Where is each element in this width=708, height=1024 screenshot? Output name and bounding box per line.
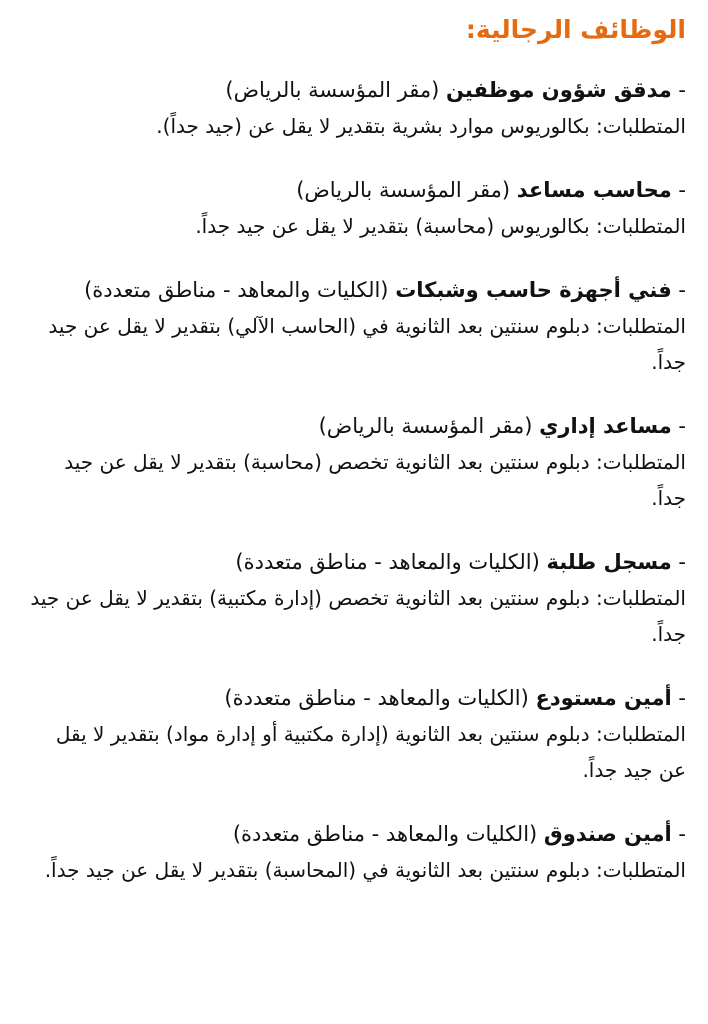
- list-dash: -: [678, 550, 686, 574]
- job-title: فني أجهزة حاسب وشبكات: [395, 278, 672, 302]
- requirements-label: المتطلبات:: [596, 314, 686, 338]
- list-dash: -: [678, 686, 686, 710]
- job-requirements: [28, 308, 686, 380]
- job-requirements: [28, 208, 686, 244]
- list-dash: -: [678, 822, 686, 846]
- job-requirements: [28, 444, 686, 516]
- job-title: مدقق شؤون موظفين: [445, 78, 672, 102]
- job-title-line: [28, 544, 686, 580]
- list-dash: -: [678, 178, 686, 202]
- requirements-label: المتطلبات:: [596, 858, 686, 882]
- requirements-label: المتطلبات:: [596, 586, 686, 610]
- requirements-text: دبلوم سنتين بعد الثانوية تخصص (محاسبة) بتقدير لا يقل عن جيد جداً.: [64, 450, 686, 510]
- job-location: (الكليات والمعاهد - مناطق متعددة): [232, 822, 538, 846]
- job-title-line: [28, 272, 686, 308]
- page-heading: الوظائف الرجالية:: [465, 15, 686, 44]
- job-item: [28, 72, 686, 144]
- requirements-text: بكالوريوس موارد بشرية بتقدير لا يقل عن (جيد جداً).: [156, 114, 590, 138]
- job-item: [28, 544, 686, 652]
- job-item: [28, 272, 686, 380]
- job-item: [28, 408, 686, 516]
- job-title: أمين مستودع: [535, 686, 672, 710]
- job-item: [28, 816, 686, 888]
- list-dash: -: [678, 414, 686, 438]
- job-requirements: [28, 108, 686, 144]
- job-location: (مقر المؤسسة بالرياض): [296, 178, 511, 202]
- job-requirements: [28, 852, 686, 888]
- job-title-line: [28, 816, 686, 852]
- job-title: أمين صندوق: [543, 822, 672, 846]
- job-title-line: [28, 680, 686, 716]
- job-title: مساعد إداري: [539, 414, 672, 438]
- job-location: (الكليات والمعاهد - مناطق متعددة): [84, 278, 389, 302]
- job-location: (مقر المؤسسة بالرياض): [318, 414, 533, 438]
- job-location: (الكليات والمعاهد - مناطق متعددة): [224, 686, 529, 710]
- list-dash: -: [678, 278, 686, 302]
- job-requirements: [28, 716, 686, 788]
- job-title: مسجل طلبة: [546, 550, 672, 574]
- requirements-text: بكالوريوس (محاسبة) بتقدير لا يقل عن جيد جداً.: [195, 214, 590, 238]
- requirements-label: المتطلبات:: [596, 114, 686, 138]
- requirements-text: دبلوم سنتين بعد الثانوية تخصص (إدارة مكتبية) بتقدير لا يقل عن جيد جداً.: [30, 586, 686, 646]
- job-item: [28, 680, 686, 788]
- job-item: [28, 172, 686, 244]
- job-title-line: [28, 172, 686, 208]
- requirements-label: المتطلبات:: [596, 214, 686, 238]
- list-dash: -: [678, 78, 686, 102]
- requirements-label: المتطلبات:: [596, 722, 686, 746]
- requirements-text: دبلوم سنتين بعد الثانوية في (المحاسبة) بتقدير لا يقل عن جيد جداً.: [44, 858, 590, 882]
- requirements-text: دبلوم سنتين بعد الثانوية في (الحاسب الآلي) بتقدير لا يقل عن جيد جداً.: [48, 314, 686, 374]
- job-title-line: [28, 408, 686, 444]
- requirements-label: المتطلبات:: [596, 450, 686, 474]
- job-location: (مقر المؤسسة بالرياض): [225, 78, 440, 102]
- requirements-text: دبلوم سنتين بعد الثانوية (إدارة مكتبية أو إدارة مواد) بتقدير لا يقل عن جيد جداً.: [55, 722, 686, 782]
- job-title: محاسب مساعد: [516, 178, 672, 202]
- job-requirements: [28, 580, 686, 652]
- document-page: [28, 10, 686, 916]
- job-title-line: [28, 72, 686, 108]
- job-location: (الكليات والمعاهد - مناطق متعددة): [235, 550, 540, 574]
